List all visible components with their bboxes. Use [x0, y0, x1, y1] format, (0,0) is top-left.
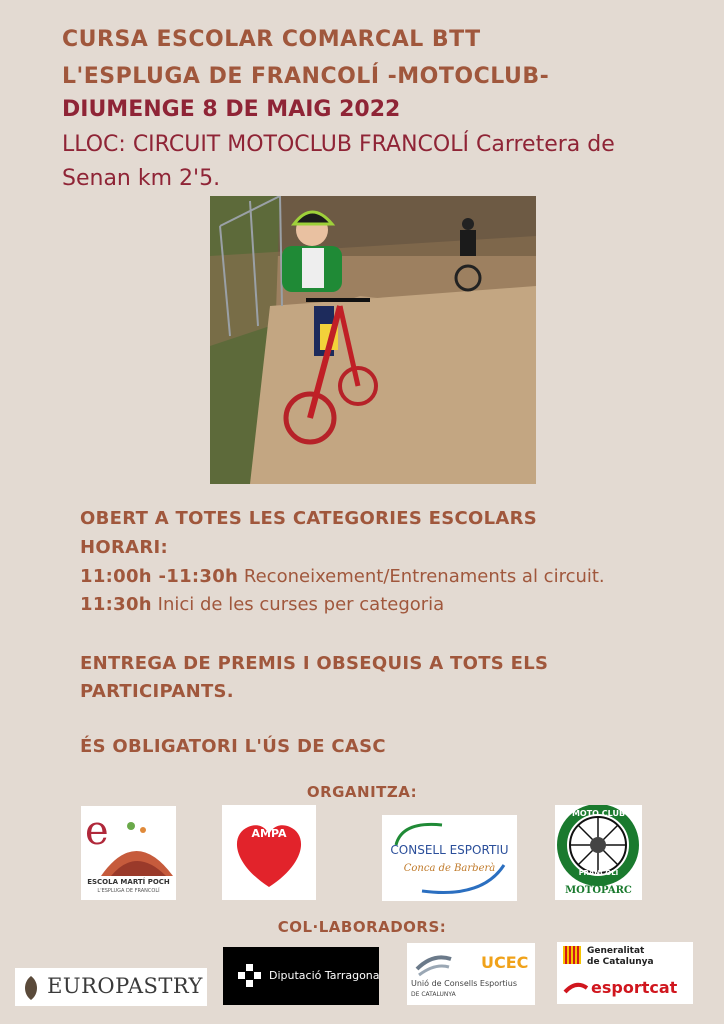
- prizes-text: ENTREGA DE PREMIS I OBSEQUIS A TOTS ELS PARTICIPANTS.: [80, 653, 549, 702]
- collaborators-label: COL·LABORADORS:: [277, 918, 447, 936]
- consell-line2: Conca de Barberà: [403, 863, 496, 874]
- schedule-text: Reconeixement/Entrenaments al circuit.: [243, 566, 605, 587]
- generalitat-line2: de Catalunya: [587, 957, 654, 967]
- consell-line1: CONSELL ESPORTIU: [390, 843, 509, 857]
- schedule-item: [80, 566, 700, 587]
- motoclub-caption: MOTOPARC: [565, 885, 632, 896]
- ampa-name: AMPA: [251, 827, 287, 840]
- helmet-notice: ÉS OBLIGATORI L'ÚS DE CASC: [80, 736, 386, 757]
- open-categories-text: OBERT A TOTES LES CATEGORIES ESCOLARS: [80, 508, 538, 529]
- motoclub-logo: [555, 805, 642, 900]
- ucec-logo: [407, 943, 535, 1005]
- motoclub-top: MOTO CLUB: [571, 809, 626, 818]
- generalitat-esportcat-logo: [557, 942, 693, 1004]
- ucec-line2: DE CATALUNYA: [411, 991, 456, 998]
- escola-sub: L'ESPLUGA DE FRANCOLÍ: [97, 888, 160, 894]
- schedule-time: 11:00h -11:30h: [80, 566, 239, 587]
- escola-marti-poch-logo: [81, 806, 176, 900]
- esportcat-brand: esportcat: [591, 978, 678, 997]
- consell-esportiu-logo: [382, 815, 517, 901]
- event-date: DIUMENGE 8 DE MAIG 2022: [62, 97, 401, 122]
- diputacio-name: Diputació Tarragona: [269, 969, 380, 982]
- ampa-logo: [222, 805, 316, 900]
- ucec-line1: Unió de Consells Esportius: [411, 979, 518, 988]
- svg-text:e: e: [85, 808, 109, 854]
- escola-name: ESCOLA MARTÍ POCH: [87, 878, 170, 886]
- europastry-logo: [15, 968, 207, 1006]
- event-title-line2: L'ESPLUGA DE FRANCOLÍ -MOTOCLUB-: [62, 64, 550, 89]
- europastry-name: EUROPASTRY: [47, 974, 203, 998]
- event-title-line1: CURSA ESCOLAR COMARCAL BTT: [62, 27, 481, 52]
- schedule-label: HORARI:: [80, 537, 169, 558]
- race-photo: [210, 196, 536, 484]
- schedule-item: [80, 594, 700, 615]
- schedule-text: Inici de les curses per categoria: [157, 594, 445, 615]
- diputacio-logo: [223, 947, 379, 1005]
- generalitat-line1: Generalitat: [587, 946, 645, 956]
- schedule-time: 11:30h: [80, 594, 152, 615]
- ucec-short: UCEC: [481, 953, 529, 972]
- organizers-label: ORGANITZA:: [306, 783, 418, 801]
- motoclub-bottom: FRANCOLÍ: [578, 869, 619, 877]
- event-place: LLOC: CIRCUIT MOTOCLUB FRANCOLÍ Carretera de Senan km 2'5.: [62, 132, 615, 191]
